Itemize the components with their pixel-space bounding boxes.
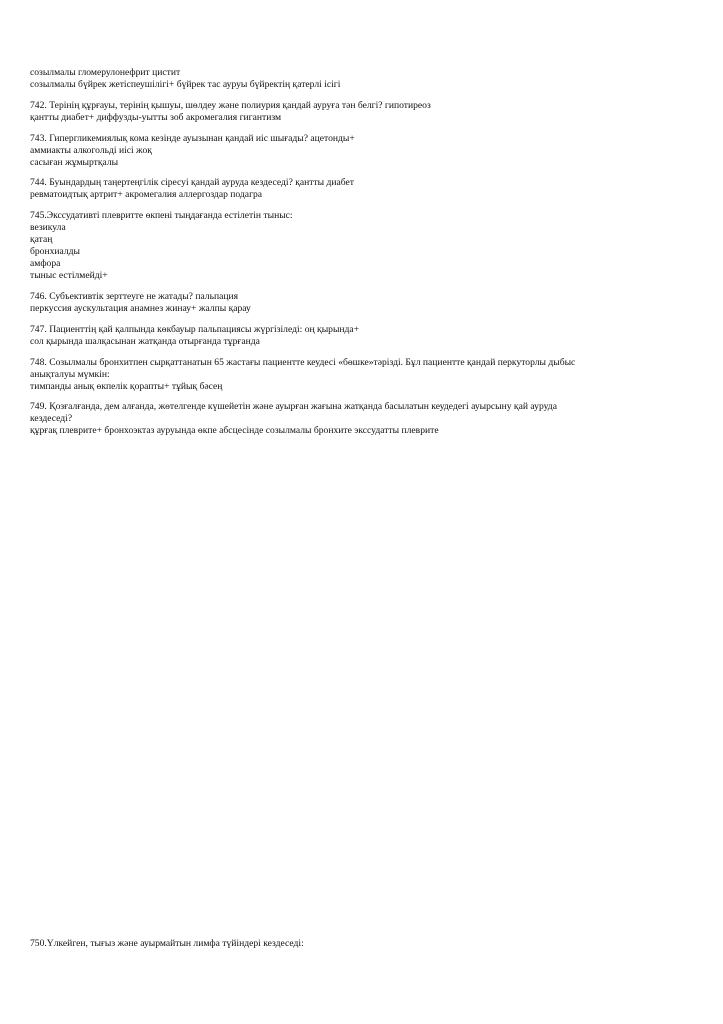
- question-746: [30, 291, 700, 315]
- question-text: 749. Қозғалғанда, дем алғанда, жөтелгенде күшейетін және ауырған жағына жатқанда басылатын кеудедегі ауырсыну қай ауруда: [30, 401, 557, 413]
- question-text: 746. Субъективтік зерттеуге не жатады? пальпация: [30, 290, 239, 302]
- answer-options: перкуссия аускультация анамнез жинау+ жалпы қарау: [30, 302, 251, 314]
- question-745: [30, 210, 700, 282]
- answer-option: амфора: [30, 258, 61, 270]
- question-743: [30, 133, 700, 169]
- question-text: 743. Гипергликемиялық кома кезінде ауызынан қандай иіс шығады? ацетонды+: [30, 132, 355, 144]
- question-text: анықталуы мүмкін:: [30, 368, 110, 380]
- question-text: 748. Созылмалы бронхитпен сырқаттанатын 65 жастағы пациентте кеудесі «бөшке»тәрізді. Бұл пациентте қандай перкуторлы дыбыс: [30, 356, 576, 368]
- question-742: [30, 100, 700, 124]
- question-749: [30, 401, 700, 437]
- answer-options: құрғақ плеврите+ бронхоэктаз ауруында өкпе абсцесінде созылмалы бронхите экссудатты плеврите: [30, 425, 439, 437]
- question-text: 747. Пациенттің қай қалпында көкбауыр пальпациясы жүргізіледі: оң қырында+: [30, 323, 360, 335]
- answer-options: аммиакты алкогольді иісі жоқ: [30, 144, 152, 156]
- question-744: [30, 177, 700, 201]
- document-body: [30, 67, 700, 446]
- question-text: 745.Экссудативті плевритте өкпені тыңдағанда естілетін тыныс:: [30, 210, 293, 222]
- text-line: созылмалы бүйрек жетіспеушілігі+ бүйрек тас ауруы бүйректің қатерлі ісігі: [30, 79, 341, 90]
- question-text: 744. Буындардың таңертеңгілік сіресуі қандай ауруда кездеседі? қантты диабет: [30, 177, 354, 189]
- answer-option: тыныс естілмейді+: [30, 270, 108, 282]
- question-text: 742. Терінің құрғауы, терінің қышуы, шөлдеу және полиурия қандай ауруға тән белгі? гипотиреоз: [30, 99, 431, 111]
- answer-option: қатаң: [30, 234, 53, 246]
- answer-option: везикула: [30, 222, 66, 234]
- answer-options: сол қырында шалқасынан жатқанда отырғанда тұрғанда: [30, 335, 260, 347]
- answer-block-741: [30, 67, 700, 91]
- answer-options: сасыған жұмыртқалы: [30, 156, 119, 168]
- question-text: 750.Үлкейген, тығыз және ауырмайтын лимфа түйіндері кездеседі:: [30, 938, 304, 949]
- question-748: [30, 357, 700, 393]
- answer-options: тимпанды анық өкпелік қорапты+ тұйық бәсең: [30, 380, 223, 392]
- question-750: [30, 938, 700, 950]
- question-747: [30, 324, 700, 348]
- answer-option: бронхиалды: [30, 246, 80, 258]
- answer-options: ревматоидтық артрит+ акромегалия аллергоздар подагра: [30, 189, 263, 201]
- answer-options: қантты диабет+ диффузды-уытты зоб акромегалия гигантизм: [30, 111, 282, 123]
- text-line: созылмалы гломерулонефрит цистит: [30, 67, 181, 78]
- question-text: кездеседі?: [30, 413, 73, 425]
